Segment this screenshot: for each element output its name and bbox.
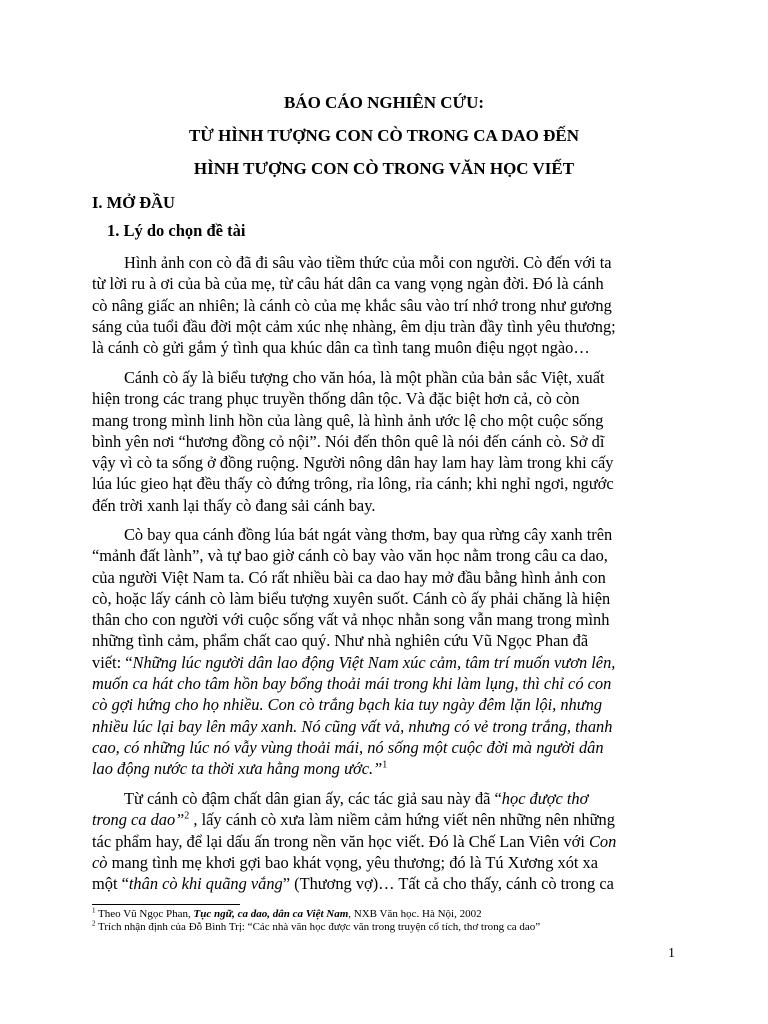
text-run: một “ <box>92 874 129 894</box>
paragraph-line: của người Việt Nam ta. Có rất nhiều bài ca dao hay mở đầu bằng hình ảnh con <box>92 567 606 587</box>
text-run-italic: thân cò khi quãng vắng <box>128 874 283 894</box>
paragraph-line: Cánh cò ấy là biểu tượng cho văn hóa, là một phần của bản sắc Việt, xuất <box>124 368 605 387</box>
report-title-line-3: HÌNH TƯỢNG CON CÒ TRONG VĂN HỌC VIẾT <box>193 159 575 178</box>
paragraph-1 <box>92 252 672 358</box>
section-heading: I. MỞ ĐẦU <box>92 193 175 212</box>
paragraph-line: Cò bay qua cánh đồng lúa bát ngát vàng thơm, bay qua rừng cây xanh trên <box>124 525 613 544</box>
text-run: Từ cánh cò đậm chất dân gian ấy, các tác giả sau này đã “ <box>124 789 502 808</box>
quote-text: Những lúc người dân lao động Việt Nam xúc cảm, tâm trí muốn vươn lên, <box>132 652 616 672</box>
paragraph-line: là cánh cò gửi gắm ý tình qua khúc dân ca tình tang muôn điệu ngọt ngào… <box>92 338 590 358</box>
paragraph-2 <box>92 367 672 516</box>
footnote-2 <box>92 921 540 934</box>
footnotes <box>92 908 540 934</box>
paragraph-line: bình yên nơi “hương đồng cỏ nội”. Nói đến thôn quê là nói đến cánh cò. Sở dĩ <box>92 431 605 451</box>
quote-line <box>92 737 672 758</box>
footnote-marker: 2 <box>184 810 190 822</box>
paragraph-line: Hình ảnh con cò đã đi sâu vào tiềm thức của mỗi con người. Cò đến với ta <box>124 253 612 272</box>
text-run: , lấy cánh cò xưa làm niềm cảm hứng viết nên những nên những <box>189 810 615 830</box>
paragraph-line: thân cho con người với cuộc sống vất vả nhọc nhằn song vẫn mang trong mình <box>92 610 610 630</box>
quote-line <box>92 652 672 673</box>
quote-line <box>92 758 672 779</box>
footnote-separator <box>92 904 240 905</box>
quote-text: muốn ca hát cho tâm hồn bay bổng thoải mái trong khi làm lụng, thì chỉ có con <box>92 674 612 694</box>
footnote-text: , NXB Văn học. Hà Nội, 2002 <box>348 908 482 920</box>
paragraph-line: sáng của tuổi đầu đời một cảm xúc nhẹ nhàng, êm dịu tràn đầy tình yêu thương; <box>92 316 616 336</box>
quote-text: lao động nước ta thời xưa hằng mong ước.” <box>92 759 383 779</box>
text-run-italic: học được thơ <box>501 789 589 808</box>
paragraph-line: vậy vì cò ta sống ở đồng ruộng. Người nông dân hay lam hay làm trong khi cấy <box>92 453 614 473</box>
quote-text: cao, có những lúc nó vẫy vùng thoải mái, nó sống một cuộc đời mà người dân <box>92 737 604 757</box>
paragraph-line <box>92 809 672 830</box>
quote-line <box>92 716 672 737</box>
footnote-number: 2 <box>92 919 96 928</box>
footnote-book-title: Tục ngữ, ca dao, dân ca Việt Nam <box>193 908 349 920</box>
text-run: mang tình mẹ khơi gợi bao khát vọng, yêu thương; đó là Tú Xương xót xa <box>107 852 599 872</box>
quote-line <box>92 673 672 694</box>
footnote-1 <box>92 908 540 921</box>
page-number: 1 <box>668 946 675 961</box>
paragraph-line <box>92 788 672 809</box>
footnote-marker: 1 <box>382 759 388 771</box>
footnote-number: 1 <box>92 906 96 915</box>
text-run: ” (Thương vợ)… Tất cả cho thấy, cánh cò trong ca <box>282 874 614 894</box>
paragraph-line: mang trong mình linh hồn của làng quê, là hình ảnh ước lệ cho một cuộc sống <box>92 410 604 430</box>
footnote-text: Theo Vũ Ngọc Phan, <box>95 908 194 920</box>
quote-line <box>92 694 672 715</box>
paragraph-line: những tình cảm, phẩm chất cao quý. Như nhà nghiên cứu Vũ Ngọc Phan đã <box>92 631 589 651</box>
quote-text: cò gợi hứng cho họ nhiều. Con cò trắng bạch kia tuy ngày đêm lặn lội, nhưng <box>92 695 603 715</box>
quote-text: nhiều lúc lại bay lên mây xanh. Nó cũng vất vả, nhưng có vẻ trong trắng, thanh <box>92 716 613 736</box>
text-run-italic: Con <box>588 831 617 851</box>
paragraph-4 <box>92 788 672 894</box>
paragraph-line: cò nâng giấc an nhiên; là cánh cò của mẹ khắc sâu vào trí nhớ trong như gương <box>92 295 612 315</box>
footnote-text: Trích nhận định của Đỗ Bình Trị: “Các nhà văn học được văn trong truyện cổ tích, thơ trong ca dao” <box>95 921 541 933</box>
paragraph-line <box>92 852 672 873</box>
paragraph-line <box>92 831 672 852</box>
paragraph-line: cò, hoặc lấy cánh cò làm biểu tượng xuyên suốt. Cánh cò ấy phải chăng là hiện <box>92 588 611 608</box>
paragraph-line: “mảnh đất lành”, và tự bao giờ cánh cò bay vào văn học nằm trong câu ca dao, <box>92 546 608 566</box>
paragraph-line: đến trời xanh lại thấy cò đang sải cánh bay. <box>92 495 376 515</box>
text-run-italic: trong ca dao” <box>92 810 185 830</box>
paragraph-line: từ lời ru à ơi của bà của mẹ, từ câu hát dân ca vang vọng ngàn đời. Đó là cánh <box>92 274 604 294</box>
paragraph-line: lúa lúc gieo hạt đều thấy cò đứng trông, rỉa lông, rỉa cánh; khi nghỉ ngơi, ngước <box>92 474 614 494</box>
report-title-line-2: TỪ HÌNH TƯỢNG CON CÒ TRONG CA DAO ĐẾN <box>188 126 580 145</box>
quote-intro: viết: “ <box>92 652 133 672</box>
report-title-line-1: BÁO CÁO NGHIÊN CỨU: <box>283 93 485 112</box>
paragraph-line <box>92 873 672 894</box>
paragraph-3 <box>92 524 672 780</box>
text-run: tác phẩm hay, để lại dấu ấn trong nền văn học viết. Đó là Chế Lan Viên với <box>92 831 589 851</box>
text-run-italic: cò <box>92 852 108 872</box>
subsection-heading: 1. Lý do chọn đề tài <box>107 221 246 240</box>
paragraph-line: hiện trong các trang phục truyền thống dân tộc. Và đặc biệt hơn cả, cò còn <box>92 389 580 409</box>
